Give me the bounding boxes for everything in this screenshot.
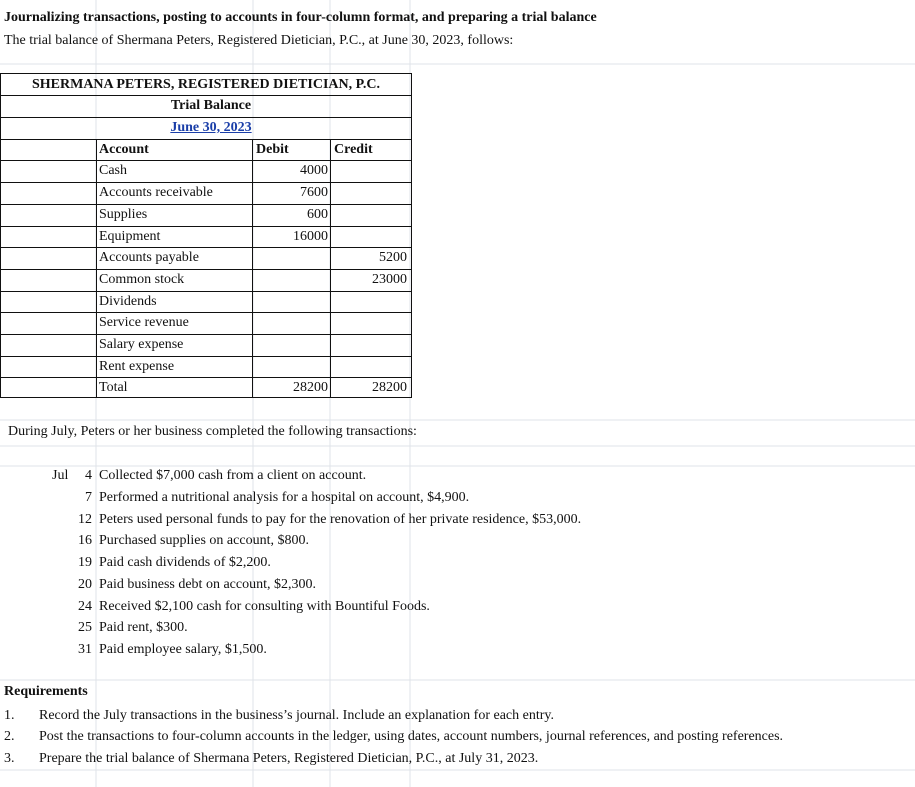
- report-date-text: June 30, 2023: [170, 120, 252, 135]
- company-name: SHERMANA PETERS, REGISTERED DIETICIAN, P.C.: [31, 77, 380, 92]
- transaction-day: 16: [78, 533, 92, 548]
- requirement-number: 3.: [4, 751, 15, 766]
- transaction-text: Paid business debt on account, $2,300.: [99, 577, 316, 592]
- transaction-text: Performed a nutritional analysis for a hospital on account, $4,900.: [99, 490, 470, 505]
- account-name: Cash: [99, 163, 127, 178]
- requirement-text: Post the transactions to four-column accounts in the ledger, using dates, account numbers, journal references, and posting references.: [39, 729, 784, 744]
- divider: [0, 334, 412, 335]
- report-date: [0, 118, 412, 138]
- requirement-number: 1.: [4, 708, 15, 723]
- header-debit: Debit: [256, 142, 289, 157]
- debit-amount: 600: [307, 207, 328, 222]
- report-name: Trial Balance: [170, 98, 252, 113]
- divider: [0, 226, 412, 227]
- trial-balance-table: [0, 73, 412, 398]
- problem-subtitle: The trial balance of Shermana Peters, Registered Dietician, P.C., at June 30, 2023, follows:: [4, 33, 514, 48]
- transaction-text: Purchased supplies on account, $800.: [99, 533, 309, 548]
- account-name: Service revenue: [99, 315, 189, 330]
- divider: [0, 312, 412, 313]
- account-name: Dividends: [99, 294, 157, 309]
- divider: [0, 291, 412, 292]
- transaction-day: 31: [78, 642, 92, 657]
- transaction-day: 4: [85, 468, 92, 483]
- transaction-day: 7: [85, 490, 92, 505]
- debit-amount: 16000: [293, 229, 328, 244]
- transaction-text: Paid rent, $300.: [99, 620, 188, 635]
- account-name: Accounts receivable: [99, 185, 213, 200]
- account-name: Total: [99, 380, 128, 395]
- account-name: Common stock: [99, 272, 185, 287]
- transaction-text: Received $2,100 cash for consulting with Bountiful Foods.: [99, 599, 430, 614]
- requirement-text: Prepare the trial balance of Shermana Peters, Registered Dietician, P.C., at July 31, 2023.: [39, 751, 539, 766]
- header-credit: Credit: [334, 142, 373, 157]
- requirement-number: 2.: [4, 729, 15, 744]
- account-name: Rent expense: [99, 359, 175, 374]
- debit-total: 28200: [293, 380, 328, 395]
- transaction-text: Collected $7,000 cash from a client on account.: [99, 468, 367, 483]
- account-name: Accounts payable: [99, 250, 199, 265]
- account-name: Salary expense: [99, 337, 184, 352]
- transaction-month: Jul: [52, 468, 69, 483]
- transaction-day: 25: [78, 620, 92, 635]
- debit-amount: 7600: [300, 185, 328, 200]
- requirement-text: Record the July transactions in the business’s journal. Include an explanation for each entry.: [39, 708, 554, 723]
- transaction-day: 20: [78, 577, 92, 592]
- debit-amount: 4000: [300, 163, 328, 178]
- credit-total: 28200: [372, 380, 407, 395]
- transactions-intro: During July, Peters or her business completed the following transactions:: [8, 424, 417, 439]
- column-divider: [96, 139, 97, 398]
- column-divider: [252, 139, 253, 398]
- transaction-text: Paid cash dividends of $2,200.: [99, 555, 271, 570]
- header-account: Account: [99, 142, 149, 157]
- divider: [0, 204, 412, 205]
- transaction-day: 12: [78, 512, 92, 527]
- transaction-day: 19: [78, 555, 92, 570]
- column-divider: [330, 139, 331, 398]
- requirements-heading: Requirements: [4, 684, 88, 699]
- credit-amount: 23000: [372, 272, 407, 287]
- transaction-day: 24: [78, 599, 92, 614]
- transaction-text: Peters used personal funds to pay for the renovation of her private residence, $53,000.: [99, 512, 582, 527]
- transaction-text: Paid employee salary, $1,500.: [99, 642, 267, 657]
- credit-amount: 5200: [379, 250, 407, 265]
- problem-title: Journalizing transactions, posting to accounts in four-column format, and preparing a trial balance: [4, 10, 597, 25]
- account-name: Equipment: [99, 229, 161, 244]
- divider: [0, 356, 412, 357]
- divider: [0, 160, 412, 161]
- account-name: Supplies: [99, 207, 148, 222]
